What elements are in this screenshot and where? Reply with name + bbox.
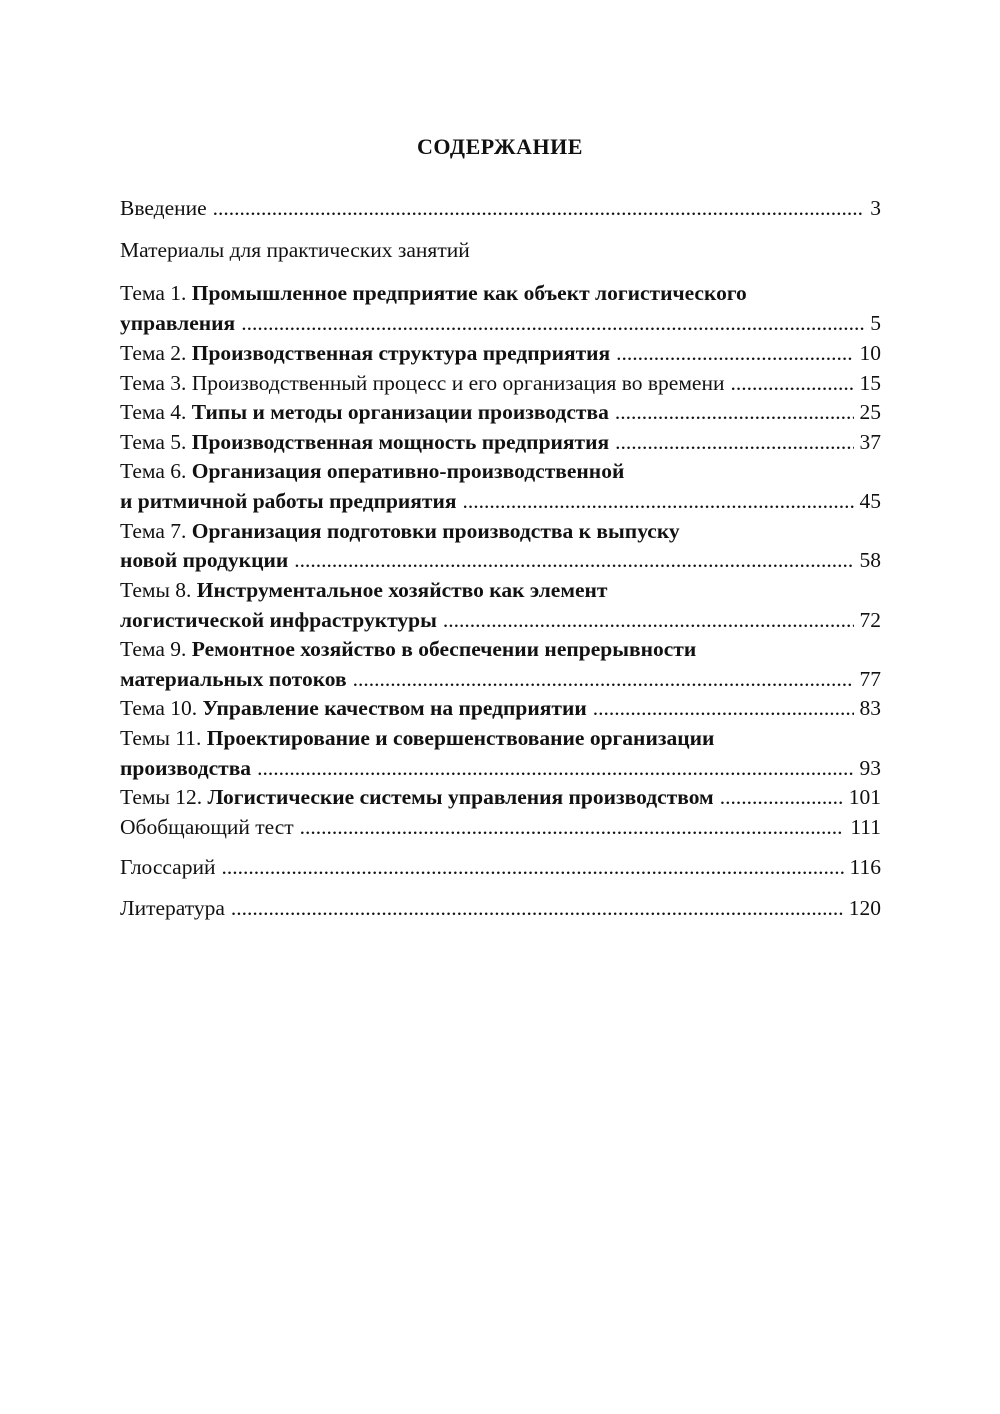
toc-page-number: 101 — [848, 785, 881, 809]
toc-entry — [120, 193, 881, 223]
toc-page-number: 10 — [859, 341, 881, 365]
toc-entry-bold: Промышленное предприятие как объект логистического — [191, 281, 747, 305]
toc-entry — [120, 427, 881, 457]
toc-entry-prefix: Тема 4. — [120, 400, 192, 424]
dot-leader — [615, 427, 853, 457]
toc-entry-prefix: Тема 9. — [120, 637, 192, 661]
toc-page-number: 3 — [870, 196, 881, 220]
toc-page-number: 72 — [859, 608, 881, 632]
toc-entry-prefix: Глоссарий — [120, 855, 216, 879]
dot-leader — [593, 693, 854, 723]
toc-entry-bold: Организация подготовки производства к выпуску — [191, 519, 680, 543]
toc-section-heading — [120, 235, 881, 265]
dot-leader — [463, 486, 854, 516]
toc-entry — [120, 605, 881, 635]
toc-entry — [120, 812, 881, 842]
toc-entry-bold: Организация оперативно-производственной — [191, 459, 625, 483]
dot-leader — [231, 893, 843, 923]
toc-entry-bold: Типы и методы организации производства — [191, 400, 609, 424]
dot-leader — [615, 397, 854, 427]
toc-entry — [120, 693, 881, 723]
dot-leader — [294, 545, 853, 575]
toc-entry — [120, 516, 881, 546]
toc-entry — [120, 368, 881, 398]
toc-entry — [120, 753, 881, 783]
toc-entry-bold: Производственная мощность предприятия — [191, 430, 610, 454]
dot-leader — [300, 812, 845, 842]
toc-entry — [120, 893, 881, 923]
toc-page-number: 116 — [849, 855, 881, 879]
dot-leader — [720, 782, 843, 812]
toc-entry — [120, 664, 881, 694]
dot-leader — [257, 753, 853, 783]
toc-entry-bold: и ритмичной работы предприятия — [120, 489, 457, 513]
dot-leader — [213, 193, 865, 223]
toc-entry-bold: производства — [120, 756, 252, 780]
toc-entry — [120, 456, 881, 486]
toc-page-number: 25 — [859, 400, 881, 424]
toc-entry — [120, 338, 881, 368]
toc-entry — [120, 634, 881, 664]
toc-entry-bold: логистической инфраструктуры — [120, 608, 437, 632]
toc-page-number: 93 — [859, 756, 881, 780]
toc-entry-bold: управления — [120, 311, 236, 335]
toc-page-number: 58 — [859, 548, 881, 572]
toc-entry — [120, 397, 881, 427]
dot-leader — [353, 664, 854, 694]
toc-entry-prefix: Тема 1. — [120, 281, 192, 305]
toc-entry-bold: материальных потоков — [120, 667, 347, 691]
toc-page-number: 111 — [850, 815, 881, 839]
toc-entry-prefix: Тема 2. — [120, 341, 192, 365]
dot-leader — [241, 308, 864, 338]
toc-entry-prefix: Тема 7. — [120, 519, 192, 543]
toc-entry — [120, 308, 881, 338]
toc-entry-prefix: Темы 12. — [120, 785, 208, 809]
toc-entry — [120, 486, 881, 516]
toc-entry-bold: Проектирование и совершенствование организации — [206, 726, 715, 750]
toc-section-text: Материалы для практических занятий — [120, 238, 470, 262]
toc-page-number: 45 — [859, 489, 881, 513]
dot-leader — [730, 368, 853, 398]
toc-entry-prefix: Тема 6. — [120, 459, 192, 483]
toc-page-number: 120 — [848, 896, 881, 920]
toc-page-number: 5 — [870, 311, 881, 335]
toc-page-number: 83 — [859, 696, 881, 720]
toc-entry — [120, 782, 881, 812]
toc-entry-prefix: Введение — [120, 196, 207, 220]
toc-entry-prefix: Обобщающий тест — [120, 815, 294, 839]
toc-entry — [120, 723, 881, 753]
toc-entry — [120, 545, 881, 575]
toc-entry-bold: Управление качеством на предприятии — [202, 696, 587, 720]
toc-entry — [120, 575, 881, 605]
toc-page-number: 37 — [859, 430, 881, 454]
dot-leader — [443, 605, 854, 635]
toc-entry-bold: Производственная структура предприятия — [191, 341, 611, 365]
dot-leader — [616, 338, 853, 368]
toc-entry — [120, 278, 881, 308]
toc-entry-bold: Ремонтное хозяйство в обеспечении непрерывности — [191, 637, 697, 661]
toc-entry-prefix: Тема 5. — [120, 430, 192, 454]
toc-entry-prefix: Тема 3. Производственный процесс и его организация во времени — [120, 371, 725, 395]
page-title: СОДЕРЖАНИЕ — [417, 134, 583, 159]
toc-entry-prefix: Тема 10. — [120, 696, 203, 720]
dot-leader — [221, 852, 843, 882]
toc-entry-prefix: Темы 8. — [120, 578, 197, 602]
toc-page-number: 15 — [859, 371, 881, 395]
toc-page-number: 77 — [859, 667, 881, 691]
toc-entry — [120, 852, 881, 882]
toc-entry-bold: Логистические системы управления производством — [207, 785, 714, 809]
toc-entry-prefix: Литература — [120, 896, 225, 920]
toc-entry-bold: новой продукции — [120, 548, 289, 572]
toc-entry-bold: Инструментальное хозяйство как элемент — [196, 578, 608, 602]
toc-entry-prefix: Темы 11. — [120, 726, 207, 750]
